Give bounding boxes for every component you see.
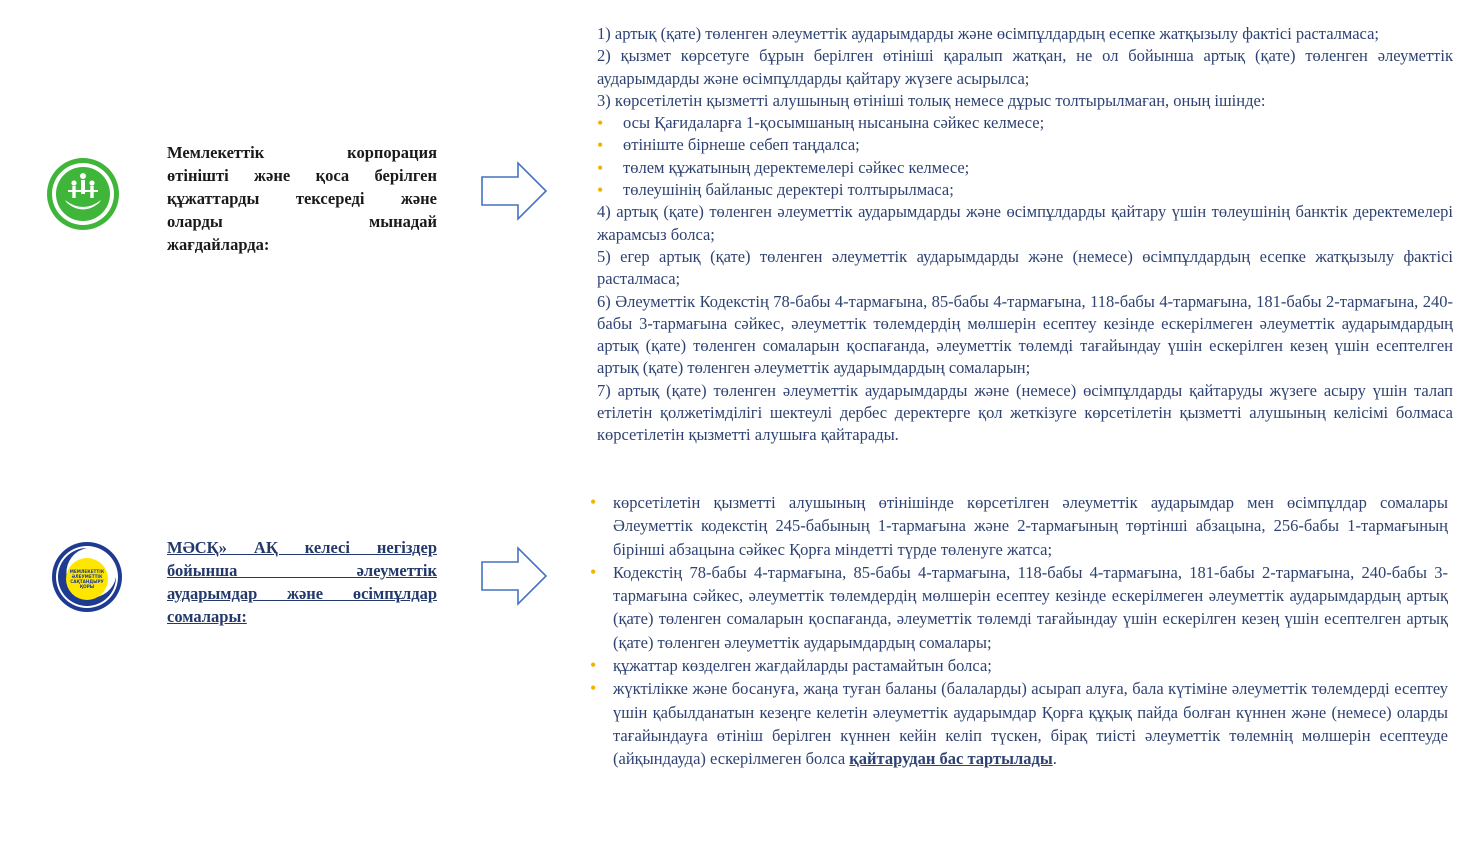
- rejection-conditions-list: [597, 23, 1453, 447]
- corporation-description-line: жағдайларда:: [167, 235, 270, 254]
- svg-text:МЕМЛЕКЕТТІК: МЕМЛЕКЕТТІК: [69, 569, 105, 574]
- condition-subitem: • осы Қағидаларға 1-қосымшаның нысанына сәйкес келмесе;: [597, 112, 1453, 134]
- refusal-item: [590, 677, 1448, 770]
- condition-item: 2) қызмет көрсетуге бұрын берілген өтініші қаралып жатқан, не ол бойынша артық (қате) төленген әлеуметтік аударымдарды және өсімпұлдарды қайтару жүзеге асырылса;: [597, 46, 1453, 88]
- fund-description-line: сомалары:: [167, 607, 247, 626]
- fund-logo: [50, 540, 124, 614]
- fund-description-line: аударымдар және өсімпұлдар: [167, 584, 437, 603]
- condition-subitem: • өтініште бірнеше себеп таңдалса;: [597, 134, 1453, 156]
- arrow-right-icon: [480, 161, 548, 221]
- corporation-description-line: оларды мынадай: [167, 212, 437, 231]
- refusal-item-end: .: [1052, 749, 1057, 769]
- svg-text:ӘЛЕУМЕТТІК: ӘЛЕУМЕТТІК: [71, 574, 103, 579]
- refusal-grounds-list: [590, 491, 1448, 771]
- refusal-item: • құжаттар көзделген жағдайларды растамайтын болса;: [590, 654, 1448, 677]
- corporation-description-line: құжаттарды тексереді және: [167, 189, 437, 208]
- condition-item: 7) артық (қате) төленген әлеуметтік аударымдарды және (немесе) өсімпұлдарды қайтаруды жүзеге асыру үшін талап етілетін қолжетімділігі шектеулі дербес деректерге қол жеткізуге көрсетілетін қызметті алушының келісімі болмаса көрсетілетін қызметті алушыға қайтарады.: [597, 380, 1453, 445]
- corporation-description-line: Мемлекеттік корпорация: [167, 143, 437, 162]
- refusal-item-text: жүктілікке және босануға, жаңа туған баланы (балаларды) асырап алуға, бала күтіміне әлеуметтік төлемдерді есептеу үшін қабылданатын кезеңге келетін әлеуметтік аударымдар Қорға құқық пайда болған күннен және (немесе) оларды тағайындауға өтініш берілген күннен кейін келіп түскен, бірақ тиісті әлеуметтік төлемнің мөлшерін есептеуде (айқындауда) ескерілмеген болса: [613, 679, 1448, 769]
- svg-text:ҚОРЫ: ҚОРЫ: [79, 584, 95, 589]
- svg-text:САҚТАНДЫРУ: САҚТАНДЫРУ: [70, 579, 104, 584]
- condition-item: 1) артық (қате) төленген әлеуметтік аударымдарды және өсімпұлдардың есепке жатқызылу фактісі расталмаса;: [597, 24, 1379, 43]
- fund-description-line: МӘСҚ» АҚ келесі негіздер: [167, 538, 437, 557]
- fund-description-line: бойынша әлеуметтік: [167, 561, 437, 580]
- fund-description: [167, 536, 437, 628]
- corporation-logo: [45, 156, 121, 232]
- condition-subitem: • төлеушінің байланыс деректері толтырылмаса;: [597, 179, 1453, 201]
- condition-item: 5) егер артық (қате) төленген әлеуметтік аударымдарды және (немесе) өсімпұлдардың есепке жатқызылу фактісі расталмаса;: [597, 246, 1453, 289]
- refusal-emphasis: қайтарудан бас тартылады: [849, 749, 1053, 769]
- corporation-description: [167, 141, 437, 256]
- condition-item: 6) Әлеуметтік Кодекстің 78-бабы 4-тармағына, 85-бабы 4-тармағына, 118-бабы 4-тармағына, 181-бабы 2-тармағына, 240-бабы 3-тармағына сәйкес, әлеуметтік төлемдердің мөлшерін есептеу кезінде ескерілмеген әлеуметтік аударымдардың артық (қате) төленген сомаларын қоспағанда, әлеуметтік төлемді тағайындау үшін ескерілген кезең үшін есептелген артық (қате) төленген әлеуметтік аударымдардың сомаларын;: [597, 291, 1453, 378]
- refusal-item: • Кодекстің 78-бабы 4-тармағына, 85-бабы 4-тармағына, 118-бабы 4-тармағына, 181-бабы 2-тармағына, 240-бабы 3-тармағына сәйкес, әлеуметтік төлемдердің мөлшерін есептеу кезінде ескерілмеген әлеуметтік аударымдардың артық (қате) төленген сомаларын қоспағанда, әлеуметтік төлемді тағайындау үшін ескерілген кезең үшін есептелген артық (қате) төленген әлеуметтік аударымдардың сомалары;: [590, 561, 1448, 654]
- corporation-description-line: өтінішті және қоса берілген: [167, 166, 437, 185]
- condition-subitem: • төлем құжатының деректемелері сәйкес келмесе;: [597, 157, 1453, 179]
- condition-item: 3) көрсетілетін қызметті алушының өтініші толық немесе дұрыс толтырылмаған, оның ішінде:: [597, 90, 1266, 110]
- condition-item: 4) артық (қате) төленген әлеуметтік аударымдарды және өсімпұлдарды қайтару үшін төлеушінің банктік деректемелері жарамсыз болса;: [597, 202, 1453, 244]
- arrow-right-icon: [480, 546, 548, 606]
- refusal-item: • көрсетілетін қызметті алушының өтінішінде көрсетілген әлеуметтік аударымдар мен өсімпұлдар сомалары Әлеуметтік кодекстің 245-бабының 1-тармағына және 2-тармағының төртінші абзацына, 256-бабы 1-тармағының бірінші абзацына сәйкес Қорға міндетті түрде төленуге жатса;: [590, 491, 1448, 561]
